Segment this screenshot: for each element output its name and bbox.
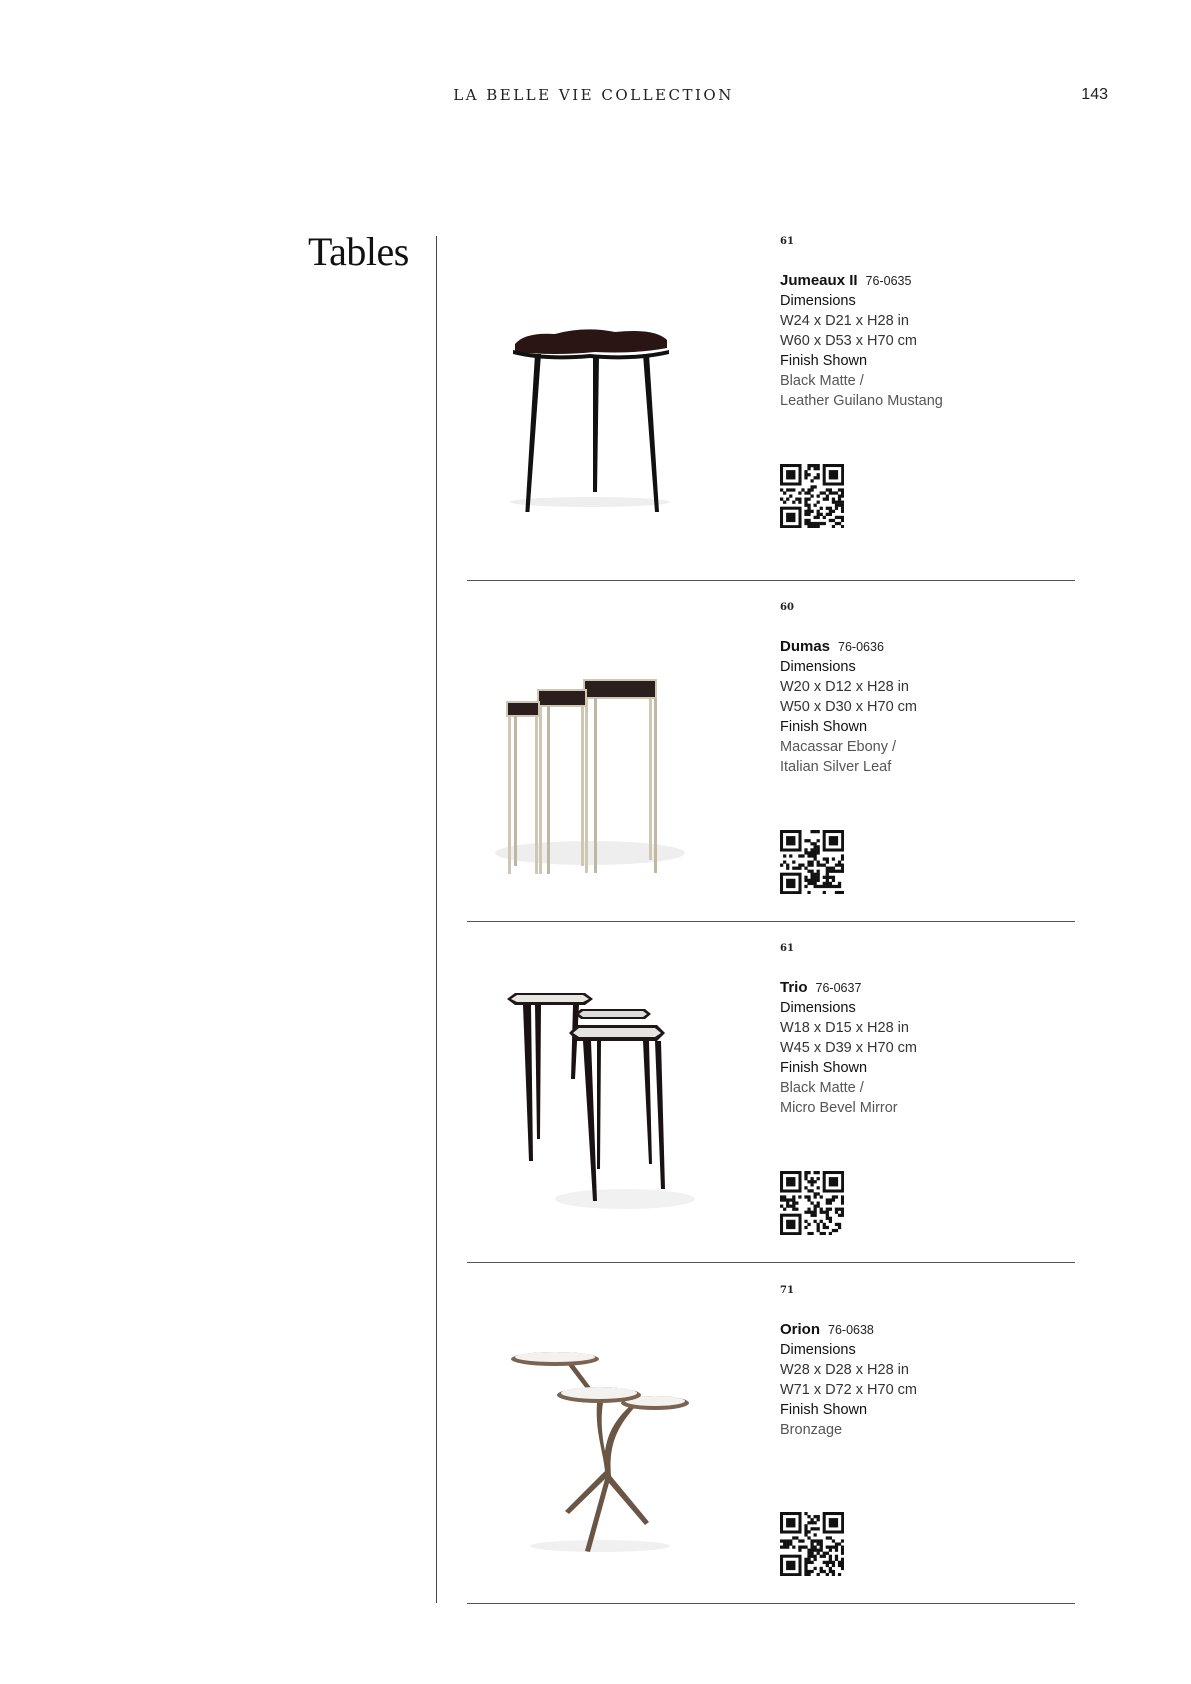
finish-label: Finish Shown	[780, 1402, 868, 1418]
product-name: Dumas	[780, 638, 831, 655]
finish-line-1: Macassar Ebony /	[780, 739, 897, 755]
product-image	[485, 262, 695, 512]
vertical-divider	[436, 236, 437, 1603]
dimensions-label: Dimensions	[780, 659, 856, 675]
product-name: Jumeaux II	[780, 272, 858, 289]
product-info	[780, 598, 917, 777]
dimensions-label: Dimensions	[780, 293, 856, 309]
product-code: 76-0635	[865, 274, 912, 288]
finish-line-1: Black Matte /	[780, 373, 864, 389]
qr-code-icon[interactable]	[780, 1171, 844, 1235]
dimensions-label: Dimensions	[780, 1000, 856, 1016]
finish-line-1: Bronzage	[780, 1422, 843, 1438]
page-reference: 60	[780, 602, 794, 613]
page-reference: 61	[780, 236, 794, 247]
dimensions-in: W24 x D21 x H28 in	[780, 313, 909, 329]
finish-label: Finish Shown	[780, 719, 868, 735]
page-reference: 61	[780, 943, 794, 954]
dimensions-in: W20 x D12 x H28 in	[780, 679, 909, 695]
page-reference: 71	[780, 1285, 794, 1296]
product-code: 76-0638	[828, 1323, 874, 1337]
finish-line-2: Italian Silver Leaf	[780, 759, 892, 775]
product-image	[485, 1311, 695, 1561]
product-info	[780, 1281, 917, 1440]
finish-line-1: Black Matte /	[780, 1080, 864, 1096]
section-title: Tables	[308, 229, 409, 274]
qr-code-icon[interactable]	[780, 464, 844, 528]
dimensions-in: W28 x D28 x H28 in	[780, 1362, 909, 1378]
product-name: Trio	[780, 979, 808, 996]
product-image	[485, 628, 695, 878]
dimensions-cm: W45 x D39 x H70 cm	[780, 1040, 917, 1056]
finish-line-2: Micro Bevel Mirror	[780, 1100, 898, 1116]
product-info	[780, 232, 943, 411]
product-trio	[467, 939, 1075, 1263]
product-code: 76-0636	[838, 640, 884, 654]
finish-label: Finish Shown	[780, 353, 868, 369]
page-number: 143	[1081, 86, 1108, 103]
dimensions-in: W18 x D15 x H28 in	[780, 1020, 909, 1036]
finish-line-2: Leather Guilano Mustang	[780, 393, 943, 409]
dimensions-cm: W50 x D30 x H70 cm	[780, 699, 917, 715]
product-jumeaux-ii	[467, 232, 1075, 581]
dimensions-cm: W71 x D72 x H70 cm	[780, 1382, 917, 1398]
qr-code-icon[interactable]	[780, 1512, 844, 1576]
finish-label: Finish Shown	[780, 1060, 868, 1076]
dimensions-label: Dimensions	[780, 1342, 856, 1358]
qr-code-icon[interactable]	[780, 830, 844, 894]
collection-title: LA BELLE VIE COLLECTION	[453, 86, 734, 104]
product-code: 76-0637	[815, 981, 862, 995]
product-info	[780, 939, 917, 1118]
product-orion	[467, 1281, 1075, 1604]
dimensions-cm: W60 x D53 x H70 cm	[780, 333, 917, 349]
product-image	[485, 969, 695, 1219]
product-name: Orion	[780, 1321, 820, 1338]
product-dumas	[467, 598, 1075, 922]
